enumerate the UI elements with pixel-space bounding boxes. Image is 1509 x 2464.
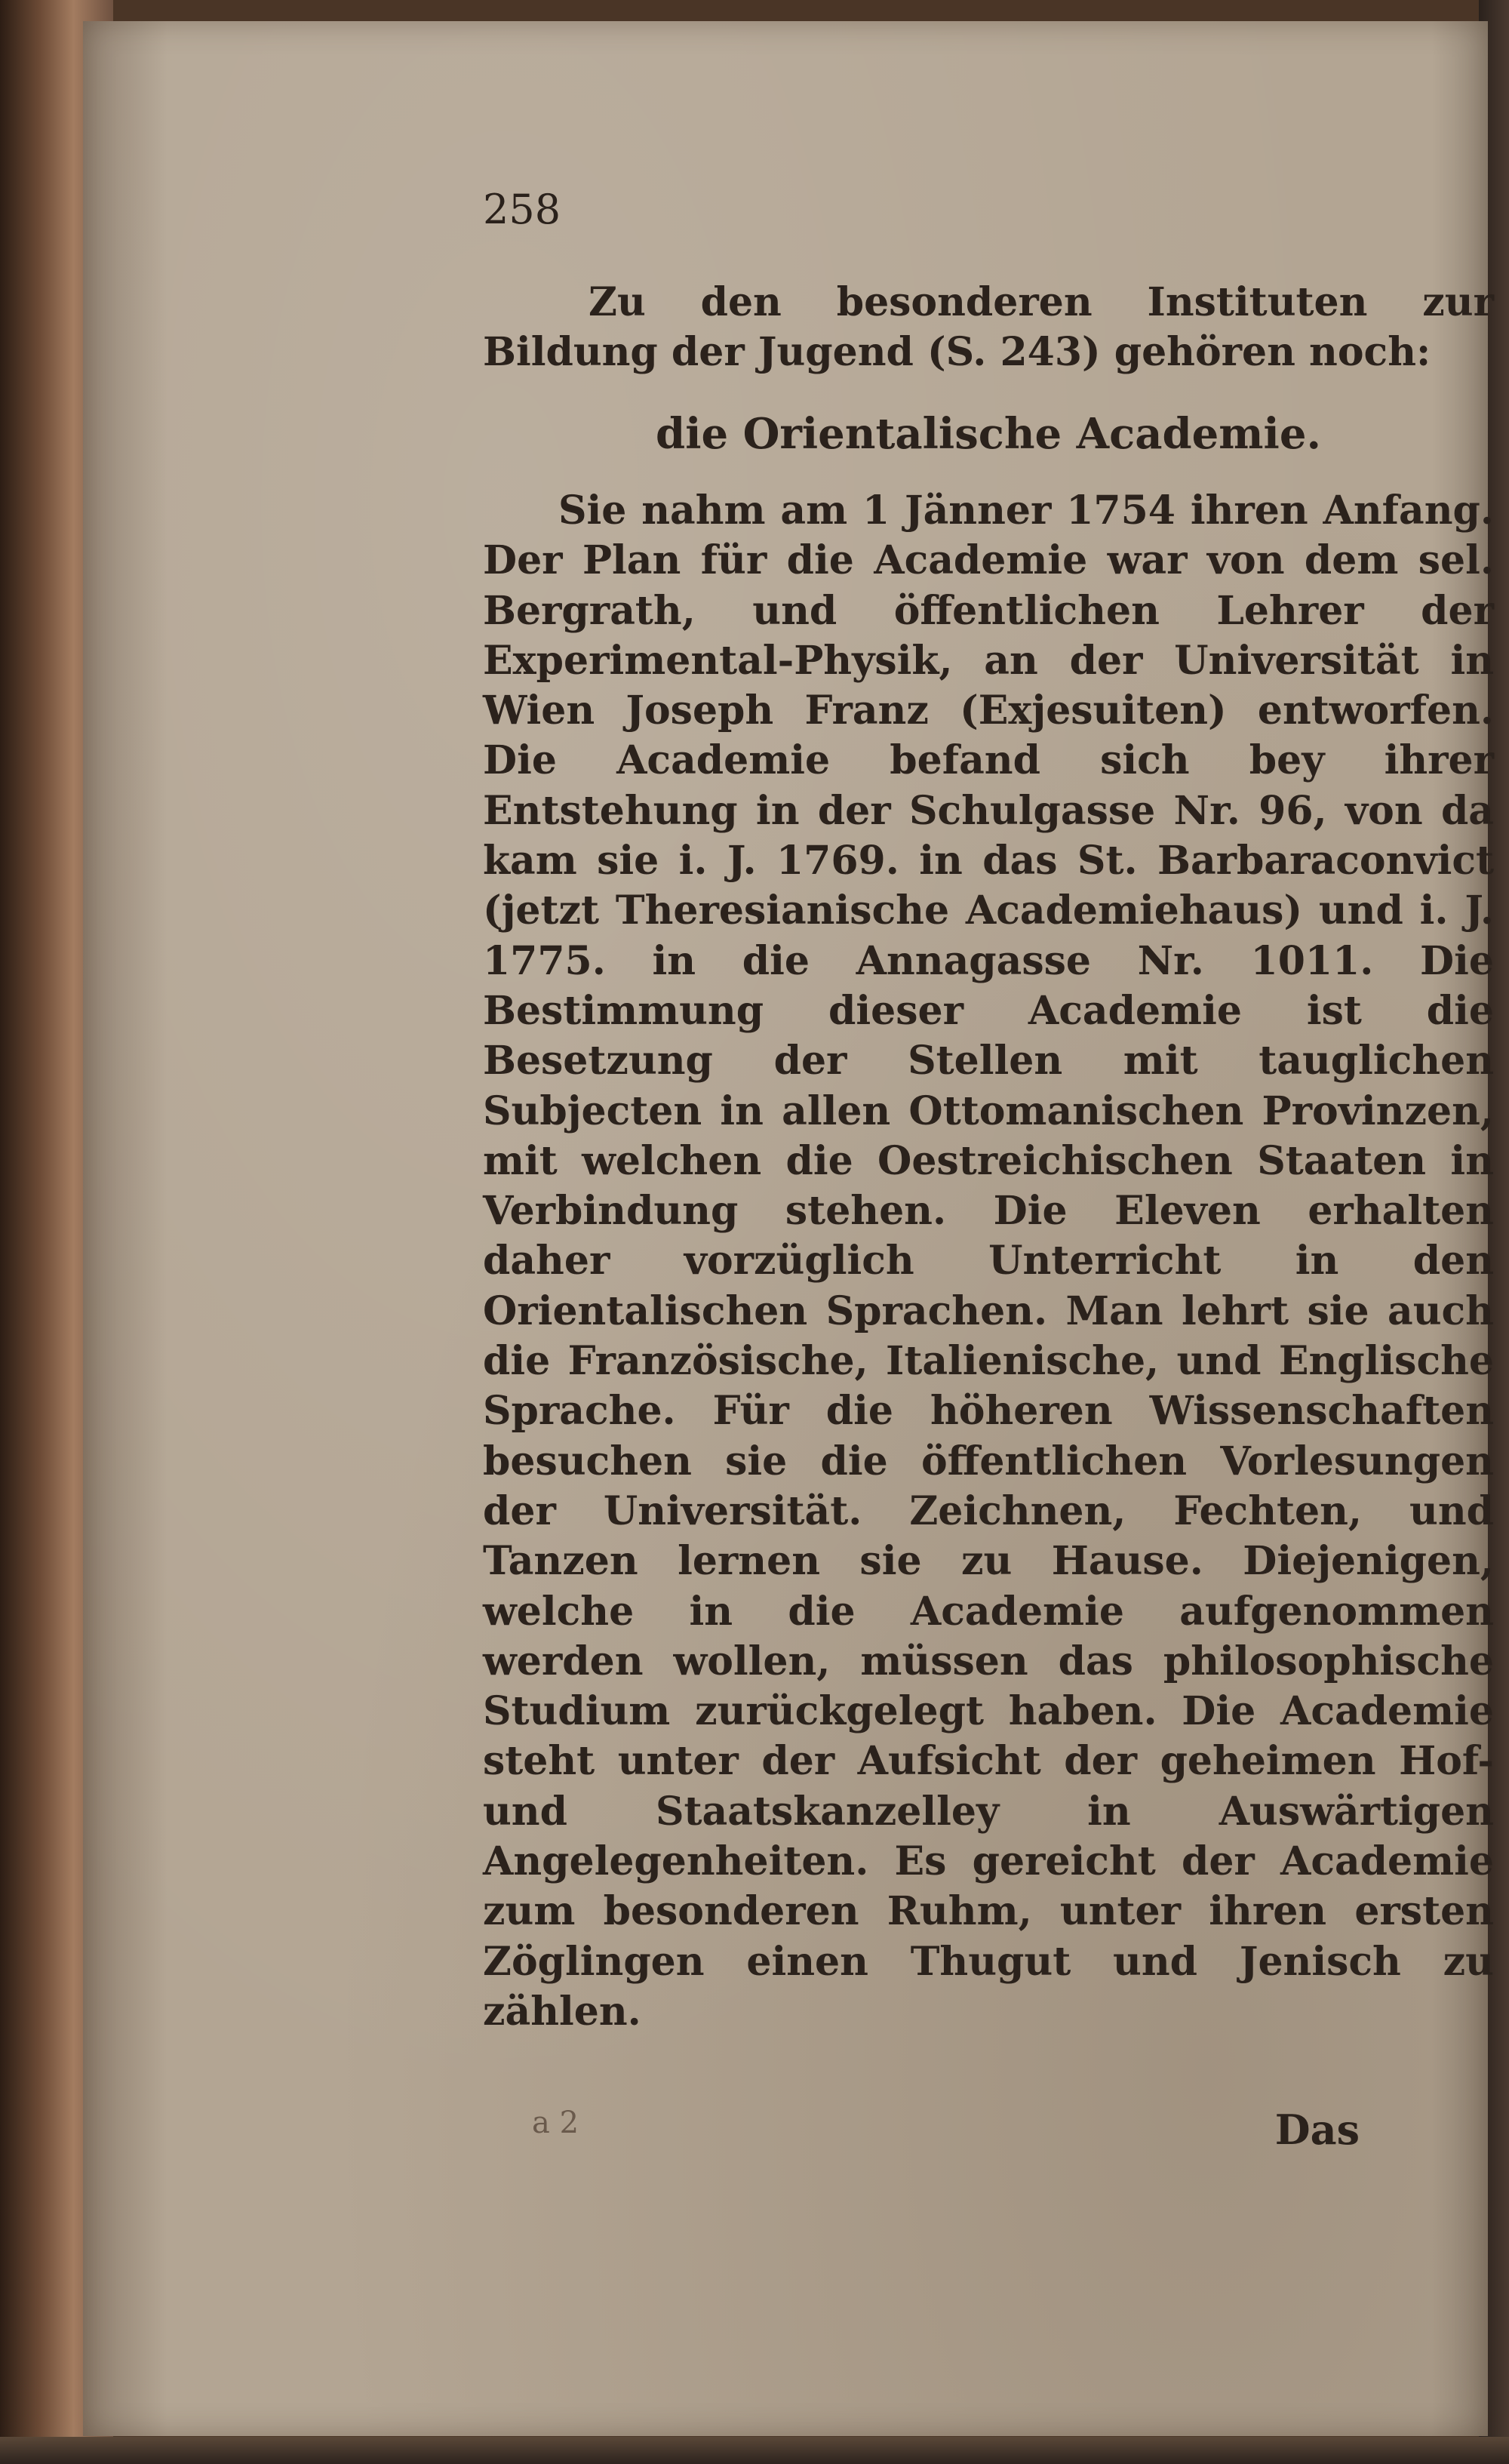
page-bottom-edge (0, 2437, 1509, 2464)
intro-paragraph: Zu den besonderen Instituten zur Bildung der Jugend (S. 243) gehören noch: (483, 279, 1494, 375)
page-number: 258 (483, 186, 561, 233)
signature-mark: a 2 (532, 2106, 579, 2140)
page-text-block (483, 278, 1494, 2037)
book-page (83, 21, 1494, 2436)
body-paragraph: Sie nahm am 1 Jänner 1754 ihren Anfang. Der Plan für die Academie war von dem sel. Bergrath, und öffentlichen Lehrer der Experimental-Physik, an der Universität in Wien Joseph Franz (Exjesuiten) entworfen. Die Academie befand sich bey ihrer Entstehung in der Schulgasse Nr. 96, von da kam sie i. J. 1769. in das St. Barbaraconvict (jetzt Theresianische Academiehaus) und i. J. 1775. in die Annagasse Nr. 1011. Die Bestimmung dieser Academie ist die Besetzung der Stellen mit tauglichen Subjecten in allen Ottomanischen Provinzen, mit welchen die Oestreichischen Staaten in Verbindung stehen. Die Eleven erhalten daher vorzüglich Unterricht in den Orientalischen Sprachen. Man lehrt sie auch die Französische, Italienische, und Englische Sprache. Für die höheren Wissenschaften besuchen sie die öffentlichen Vorlesungen der Universität. Zeichnen, Fechten, und Tanzen lernen sie zu Hause. Diejenigen, welche in die Academie aufgenommen werden wollen, müssen das philosophische Studium zurückgelegt haben. Die Academie steht unter der Aufsicht der geheimen Hof- und Staatskanzelley in Auswärtigen Angelegenheiten. Es gereicht der Academie zum besonderen Ruhm, unter ihren ersten Zöglingen einen Thugut und Jenisch zu zählen. (483, 488, 1494, 2035)
section-heading: die Orientalische Academie. (656, 409, 1321, 459)
catchword: Das (1274, 2106, 1360, 2154)
